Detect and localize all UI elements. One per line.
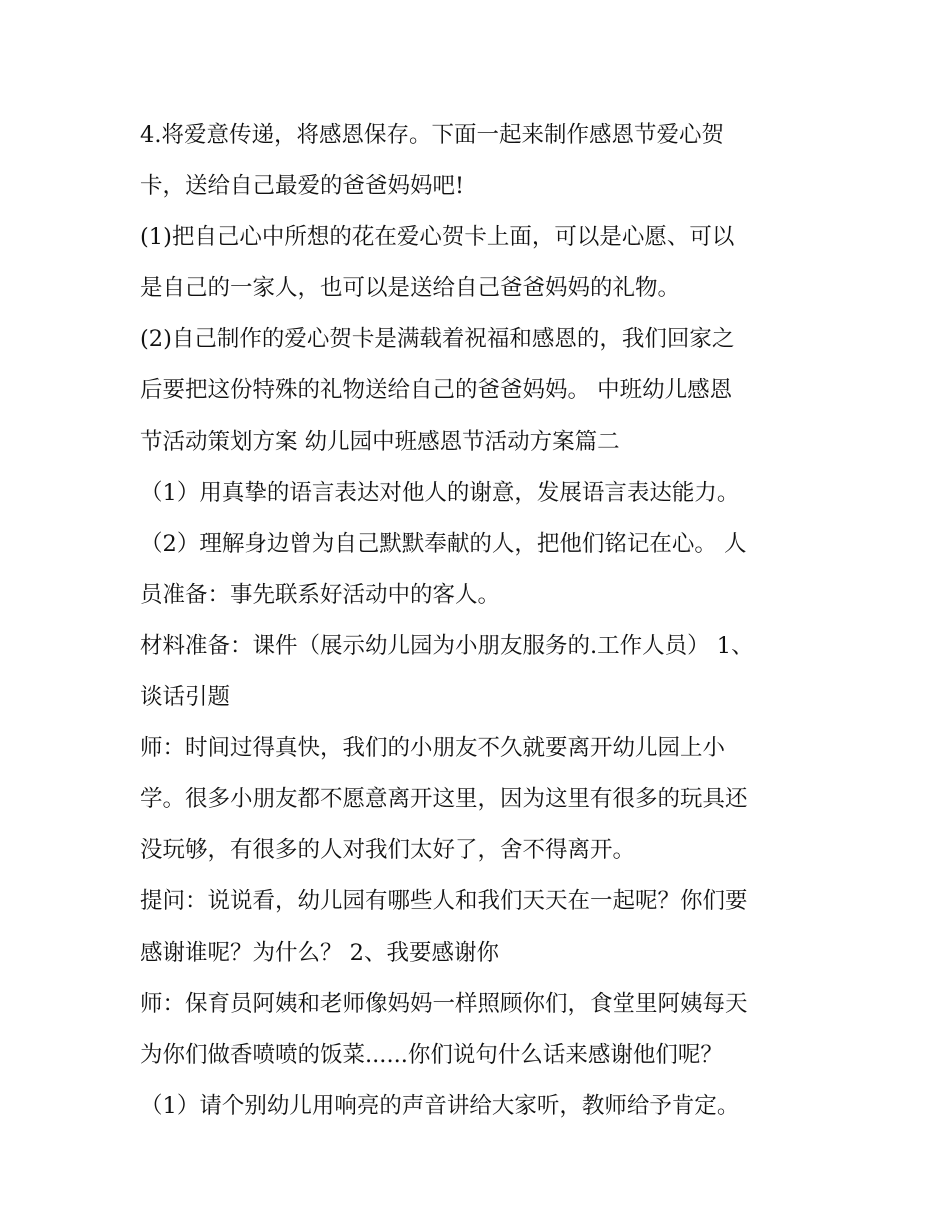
text-line: 4.将爱意传递，将感恩保存。下面一起来制作感恩节爱心贺 bbox=[140, 122, 724, 148]
text-line: 是自己的一家人，也可以是送给自己爸爸妈妈的礼物。 bbox=[140, 275, 681, 302]
text-line: （1）请个别幼儿用响亮的声音讲给大家听，教师给予肯定。 bbox=[140, 1092, 740, 1119]
document-body bbox=[140, 110, 820, 1132]
text-line: （1）用真挚的语言表达对他人的谢意，发展语言表达能力。 bbox=[140, 479, 740, 506]
text-line: (2)自己制作的爱心贺卡是满载着祝福和感恩的，我们回家之 bbox=[140, 326, 735, 353]
text-line: 卡，送给自己最爱的爸爸妈妈吧! bbox=[140, 173, 465, 200]
text-line: 材料准备：课件（展示幼儿园为小朋友服务的.工作人员） 1、 bbox=[140, 632, 754, 659]
text-line: 师：时间过得真快，我们的小朋友不久就要离开幼儿园上小 bbox=[140, 735, 726, 762]
text-line: 员准备：事先联系好活动中的客人。 bbox=[140, 581, 501, 608]
text-line: 后要把这份特殊的礼物送给自己的爸爸妈妈。 中班幼儿感恩 bbox=[140, 377, 733, 404]
text-line: 提问：说说看，幼儿园有哪些人和我们天天在一起呢？你们要 bbox=[140, 888, 748, 915]
text-line: 谈话引题 bbox=[140, 684, 231, 711]
text-line: （2）理解身边曾为自己默默奉献的人，把他们铭记在心。 人 bbox=[140, 530, 747, 557]
text-line: 师：保育员阿姨和老师像妈妈一样照顾你们，食堂里阿姨每天 bbox=[140, 990, 748, 1017]
text-line: 感谢谁呢？为什么？ 2、我要感谢你 bbox=[140, 939, 499, 966]
text-line: 没玩够，有很多的人对我们太好了，舍不得离开。 bbox=[140, 837, 636, 864]
text-line: 为你们做香喷喷的饭菜......你们说句什么话来感谢他们呢？ bbox=[140, 1041, 723, 1068]
text-line: 节活动策划方案 幼儿园中班感恩节活动方案篇二 bbox=[140, 428, 620, 455]
text-line: (1)把自己心中所想的花在爱心贺卡上面，可以是心愿、可以 bbox=[140, 224, 735, 251]
text-line: 学。很多小朋友都不愿意离开这里，因为这里有很多的玩具还 bbox=[140, 786, 748, 813]
